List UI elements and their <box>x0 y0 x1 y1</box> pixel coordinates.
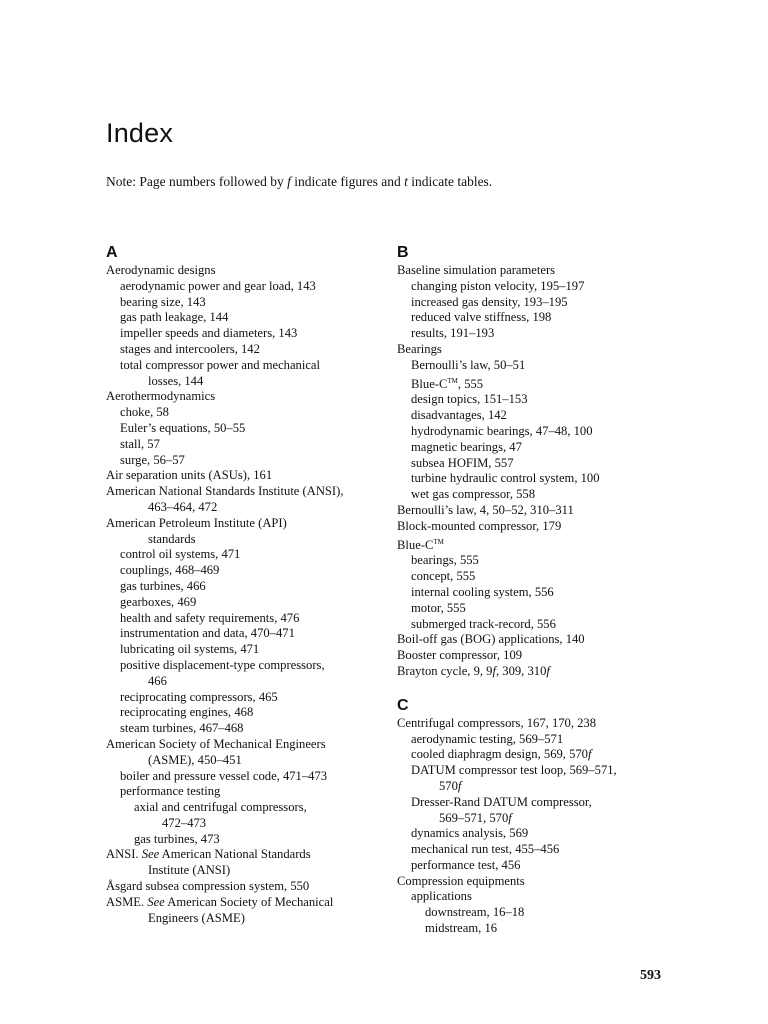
index-entry: ASME. See American Society of Mechanical <box>106 894 334 909</box>
index-subentry: mechanical run test, 455–456 <box>411 842 560 857</box>
section-letter-b: B <box>397 244 409 261</box>
index-subentry: positive displacement-type compressors, <box>120 657 325 672</box>
page-title: Index <box>106 118 174 148</box>
index-subentry: dynamics analysis, 569 <box>411 826 529 841</box>
index-entry: Boil-off gas (BOG) applications, 140 <box>397 632 585 647</box>
index-entry: Booster compressor, 109 <box>397 648 523 663</box>
index-entry: Blue-C™ <box>397 537 444 552</box>
index-entry: Compression equipments <box>397 873 525 888</box>
index-subentry: total compressor power and mechanical <box>120 357 321 372</box>
index-subentry: changing piston velocity, 195–197 <box>411 278 585 293</box>
index-subentry: performance test, 456 <box>411 857 521 872</box>
index-entry: Block-mounted compressor, 179 <box>397 518 562 533</box>
index-subentry: surge, 56–57 <box>120 452 185 467</box>
index-subentry: gas turbines, 466 <box>120 578 206 593</box>
index-entry: Åsgard subsea compression system, 550 <box>106 879 310 894</box>
index-subentry: gas path leakage, 144 <box>120 310 229 325</box>
index-subentry: control oil systems, 471 <box>120 547 241 562</box>
index-subentry: disadvantages, 142 <box>411 408 507 423</box>
page-number: 593 <box>640 968 661 983</box>
index-entry: American Society of Mechanical Engineers <box>106 736 326 751</box>
index-entry: Aerodynamic designs <box>106 263 216 277</box>
index-continuation: standards <box>148 531 196 546</box>
index-subentry: cooled diaphragm design, 569, 570f <box>411 747 592 762</box>
index-subentry: reciprocating compressors, 465 <box>120 689 278 704</box>
index-continuation: Engineers (ASME) <box>148 910 245 925</box>
index-entry: Brayton cycle, 9, 9f, 309, 310f <box>397 663 550 678</box>
index-subentry: bearing size, 143 <box>120 294 206 309</box>
section-letter-c: C <box>397 696 409 714</box>
index-subentry: subsea HOFIM, 557 <box>411 455 514 470</box>
index-subentry: instrumentation and data, 470–471 <box>120 626 295 641</box>
index-subentry: stall, 57 <box>120 436 160 451</box>
index-subentry: reciprocating engines, 468 <box>120 705 254 720</box>
index-continuation: 569–571, 570f <box>439 810 512 825</box>
index-subentry: aerodynamic power and gear load, 143 <box>120 278 316 293</box>
section-letter-a: A <box>106 244 118 261</box>
index-entry: Baseline simulation parameters <box>397 263 556 277</box>
index-column-left <box>106 243 382 926</box>
index-subentry: bearings, 555 <box>411 553 479 568</box>
index-subentry: performance testing <box>120 784 221 799</box>
index-subentry: results, 191–193 <box>411 326 495 341</box>
index-continuation: 472–473 <box>162 815 207 830</box>
index-subentry: increased gas density, 193–195 <box>411 294 568 309</box>
index-entry: Bearings <box>397 341 442 356</box>
index-entry: Air separation units (ASUs), 161 <box>106 468 273 483</box>
index-column-right <box>397 243 667 937</box>
index-subentry: submerged track-record, 556 <box>411 616 556 631</box>
index-subsubentry: downstream, 16–18 <box>425 905 525 920</box>
index-subentry: wet gas compressor, 558 <box>411 487 536 502</box>
index-subentry: Dresser-Rand DATUM compressor, <box>411 794 592 809</box>
index-subentry: reduced valve stiffness, 198 <box>411 310 552 325</box>
index-continuation: 570f <box>439 778 462 793</box>
index-subentry: concept, 555 <box>411 569 476 584</box>
index-continuation: 463–464, 472 <box>148 499 218 514</box>
index-subsubentry: axial and centrifugal compressors, <box>134 800 307 815</box>
index-subentry: motor, 555 <box>411 600 466 615</box>
index-subentry: DATUM compressor test loop, 569–571, <box>411 763 617 778</box>
index-subentry: applications <box>411 889 472 904</box>
index-continuation: losses, 144 <box>148 373 204 388</box>
index-subentry: Bernoulli’s law, 50–51 <box>411 357 526 372</box>
index-continuation: 466 <box>148 673 167 688</box>
index-subentry: stages and intercoolers, 142 <box>120 341 260 356</box>
index-subentry: couplings, 468–469 <box>120 563 220 578</box>
index-subentry: choke, 58 <box>120 405 169 420</box>
index-entry: American National Standards Institute (ANSI), <box>106 484 344 499</box>
index-subentry: aerodynamic testing, 569–571 <box>411 731 564 746</box>
index-subentry: gearboxes, 469 <box>120 594 197 609</box>
index-continuation: Institute (ANSI) <box>148 863 231 878</box>
index-entry: Bernoulli’s law, 4, 50–52, 310–311 <box>397 502 574 517</box>
index-subentry: Blue-C™, 555 <box>411 376 484 391</box>
index-entry: Aerothermodynamics <box>106 389 216 404</box>
index-subentry: Euler’s equations, 50–55 <box>120 420 246 435</box>
index-subentry: design topics, 151–153 <box>411 392 528 407</box>
index-entry: American Petroleum Institute (API) <box>106 515 287 530</box>
index-subentry: magnetic bearings, 47 <box>411 439 522 454</box>
index-subentry: internal cooling system, 556 <box>411 584 554 599</box>
index-subentry: impeller speeds and diameters, 143 <box>120 326 298 341</box>
index-subsubentry: gas turbines, 473 <box>134 831 220 846</box>
index-subentry: steam turbines, 467–468 <box>120 721 244 736</box>
index-continuation: (ASME), 450–451 <box>148 752 242 767</box>
index-note: Note: Page numbers followed by f indicate figures and t indicate tables. <box>106 174 493 189</box>
index-subsubentry: midstream, 16 <box>425 921 498 936</box>
index-entry: ANSI. See American National Standards <box>106 847 311 862</box>
index-subentry: boiler and pressure vessel code, 471–473 <box>120 768 328 783</box>
index-entry: Centrifugal compressors, 167, 170, 238 <box>397 715 597 730</box>
index-subentry: turbine hydraulic control system, 100 <box>411 471 600 486</box>
index-subentry: hydrodynamic bearings, 47–48, 100 <box>411 423 593 438</box>
index-subentry: health and safety requirements, 476 <box>120 610 300 625</box>
index-subentry: lubricating oil systems, 471 <box>120 642 260 657</box>
